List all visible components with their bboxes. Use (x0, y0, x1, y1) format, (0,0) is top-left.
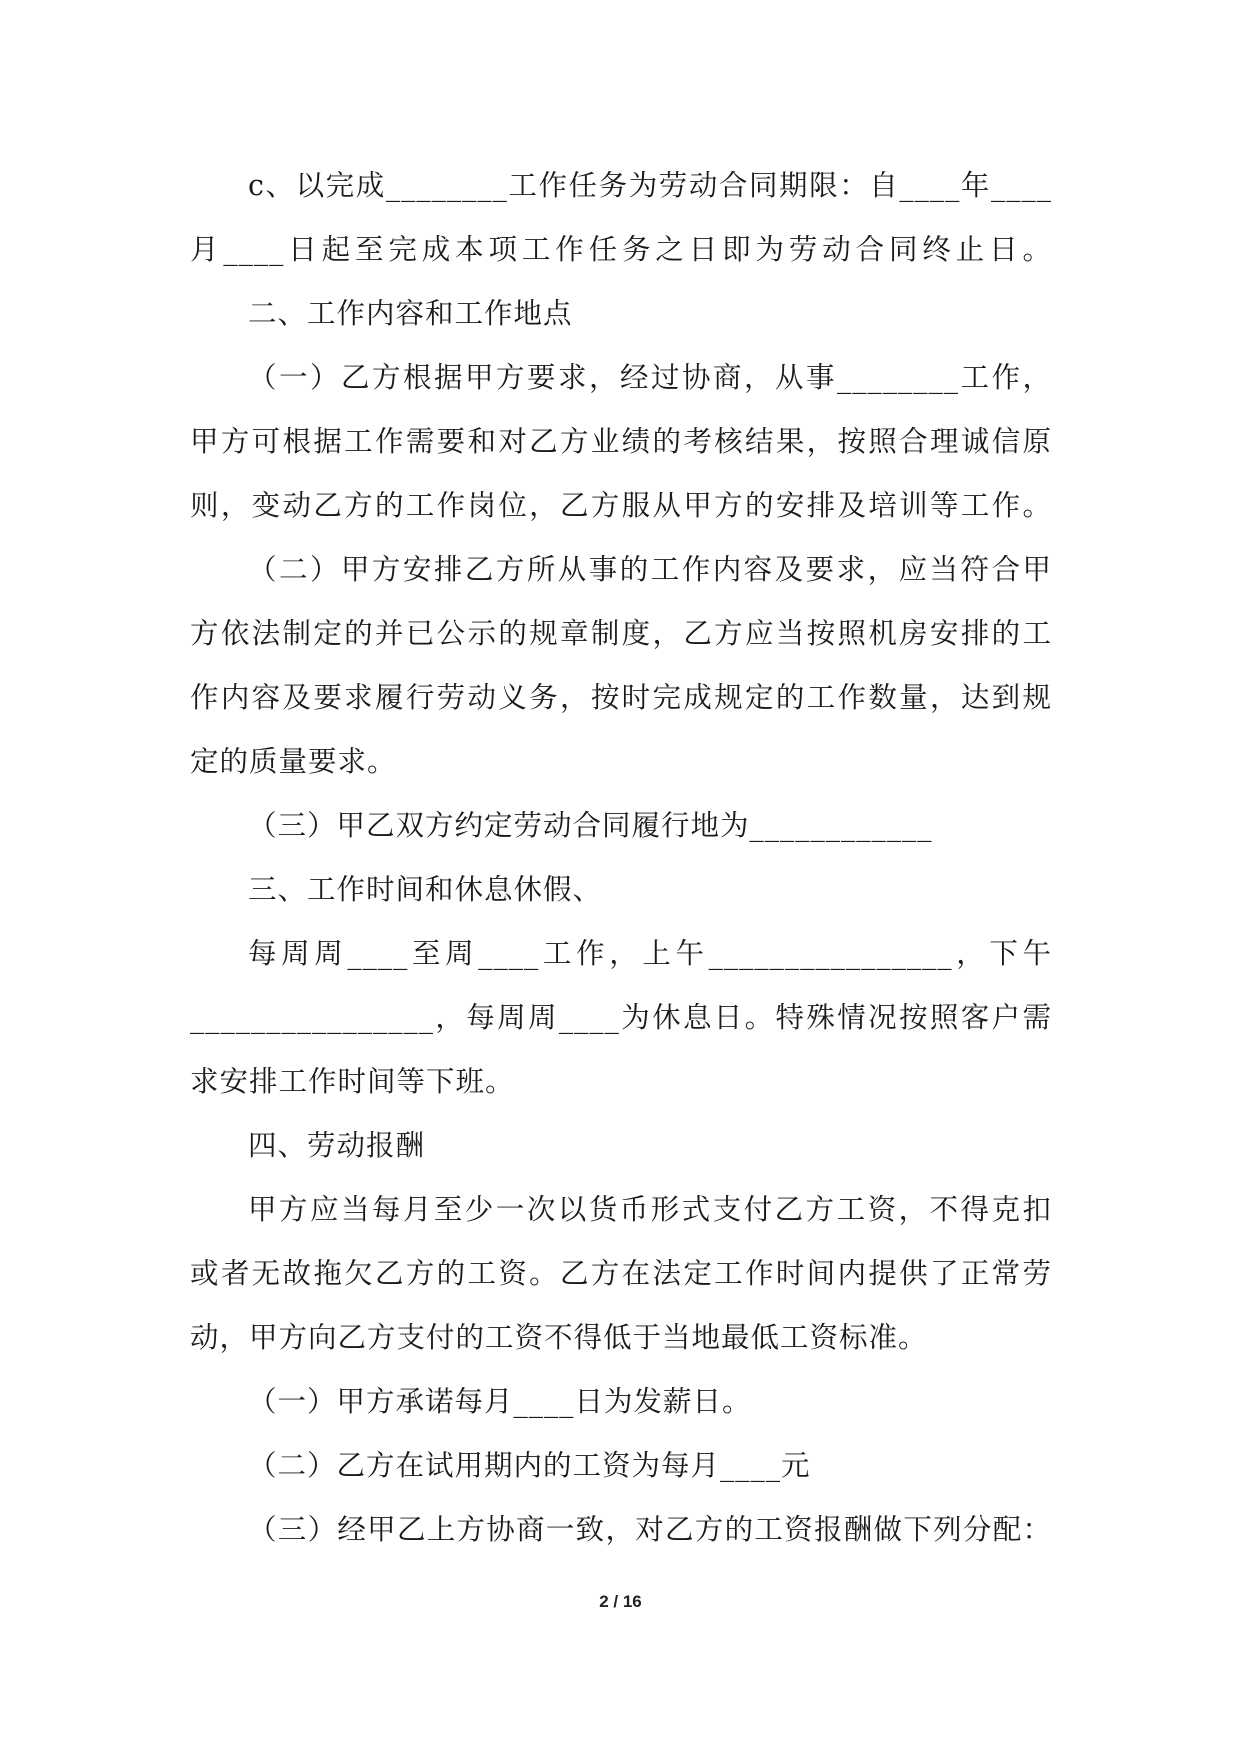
paragraph-line: 定的质量要求。 (190, 745, 397, 778)
section-heading: 三、工作时间和休息休假、 (248, 873, 603, 906)
paragraph-line: 作内容及要求履行劳动义务，按时完成规定的工作数量，达到规 (190, 681, 1052, 714)
paragraph-line: ________________，每周周____为休息日。特殊情况按照客户需 (190, 1001, 1052, 1034)
document-body (190, 154, 1052, 1562)
page-number: 2 / 16 (599, 1592, 642, 1611)
paragraph-line: （三）经甲乙上方协商一致，对乙方的工资报酬做下列分配： (248, 1513, 1052, 1546)
paragraph-line: 每周周____至周____工作，上午________________，下午 (248, 937, 1052, 970)
paragraph-line: c、以完成________工作任务为劳动合同期限：自____年____ (248, 169, 1052, 202)
paragraph-line: 动，甲方向乙方支付的工资不得低于当地最低工资标准。 (190, 1321, 928, 1354)
paragraph-line: 月____日起至完成本项工作任务之日即为劳动合同终止日。 (190, 233, 1052, 266)
paragraph-line: 方依法制定的并已公示的规章制度，乙方应当按照机房安排的工 (190, 617, 1052, 650)
paragraph-line: （二）乙方在试用期内的工资为每月____元 (248, 1449, 811, 1482)
paragraph-line: （二）甲方安排乙方所从事的工作内容及要求，应当符合甲 (248, 553, 1052, 586)
paragraph-line: 甲方应当每月至少一次以货币形式支付乙方工资，不得克扣 (248, 1193, 1052, 1226)
paragraph-line: 则，变动乙方的工作岗位，乙方服从甲方的安排及培训等工作。 (190, 489, 1052, 522)
section-heading: 四、劳动报酬 (248, 1129, 426, 1162)
paragraph-line: 求安排工作时间等下班。 (190, 1065, 515, 1098)
paragraph-line: （一）乙方根据甲方要求，经过协商，从事________工作， (248, 361, 1052, 394)
section-heading: 二、工作内容和工作地点 (248, 297, 573, 330)
paragraph-line: （三）甲乙双方约定劳动合同履行地为____________ (248, 809, 933, 842)
paragraph-line: 甲方可根据工作需要和对乙方业绩的考核结果，按照合理诚信原 (190, 425, 1052, 458)
paragraph-line: （一）甲方承诺每月____日为发薪日。 (248, 1385, 752, 1418)
paragraph-line: 或者无故拖欠乙方的工资。乙方在法定工作时间内提供了正常劳 (190, 1257, 1052, 1290)
